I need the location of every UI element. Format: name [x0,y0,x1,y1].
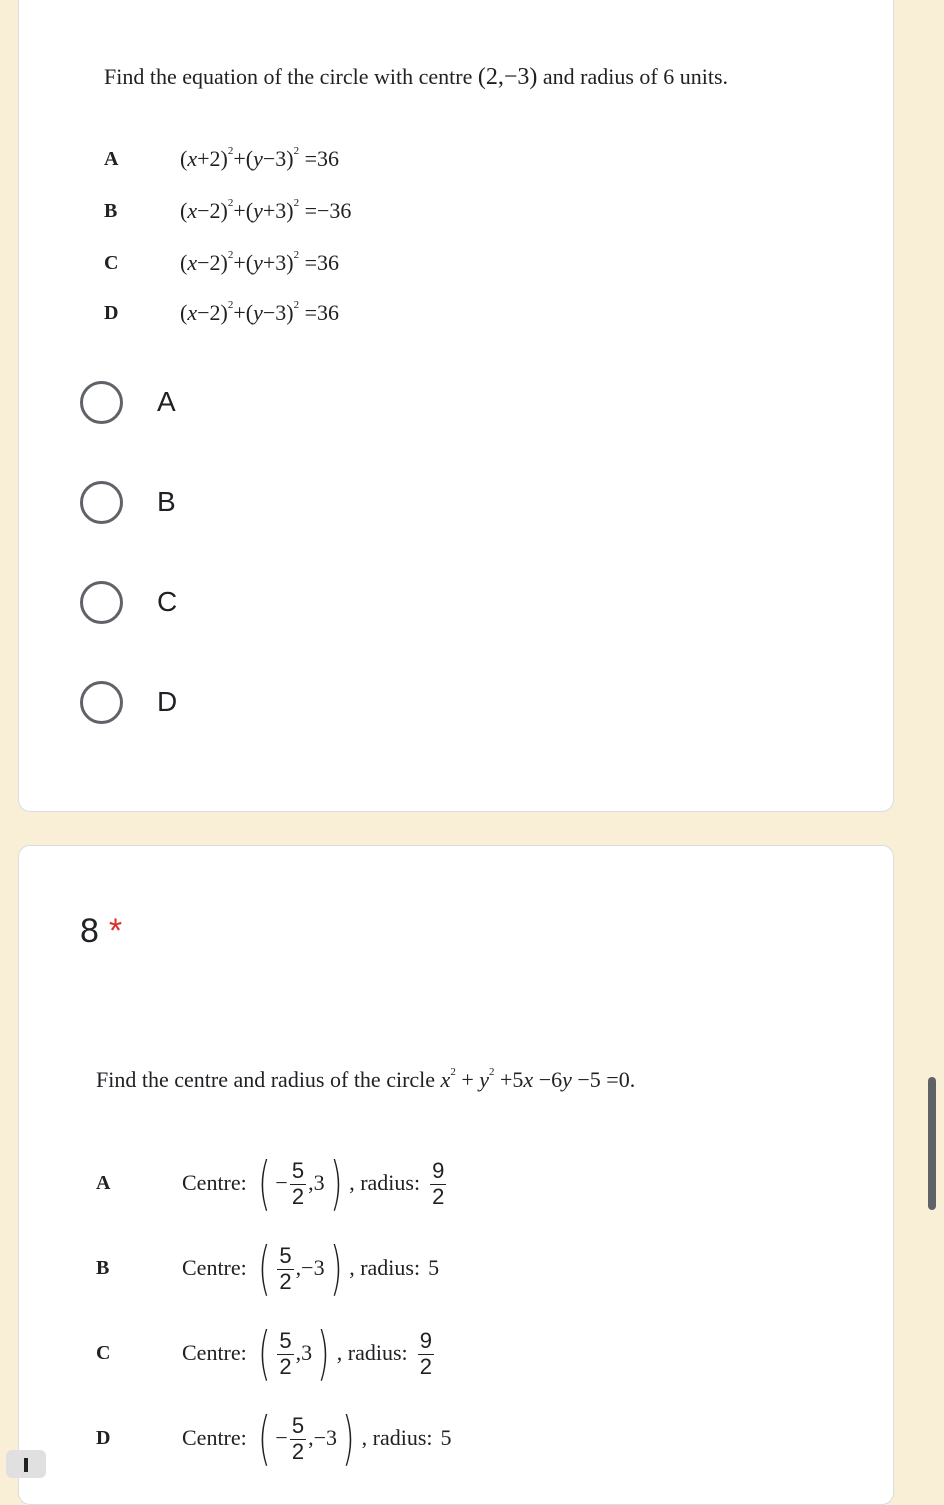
required-asterisk: * [108,912,123,950]
question-number: 8 [80,912,99,950]
question-8-suffix: . [629,1067,636,1092]
question-8-number [80,912,122,951]
option-equation: $(x-2)^2+(y-3)^2 =36$ [180,299,339,325]
option-equation: $(x-2)^2+(y+3)^2 =36$ [180,249,339,275]
option-letter: B [104,200,118,222]
option-letter: C [104,252,119,274]
radius-fraction: $\frac{9}{2}$ [419,1327,432,1379]
centre-value: ( − $\frac{5}{2}$ ,−3 ) [257,1404,355,1472]
radius-label: , radius: [349,1255,421,1280]
question-8-equation: $x^2 + y^2 +5x -6y -5 =0$ [440,1066,630,1092]
option-equation: $(x-2)^2+(y+3)^2 =-36$ [180,197,352,223]
report-icon[interactable] [6,1450,46,1478]
radius-fraction: $\frac{9}{2}$ [432,1157,445,1209]
option-letter: D [96,1426,111,1449]
question-8-option-a [96,1150,448,1216]
option-letter: C [96,1341,111,1364]
question-8-option-c [96,1320,436,1386]
option-letter: A [104,148,119,170]
option-letter: A [96,1171,111,1194]
radio-c[interactable] [80,581,123,624]
radius-label: , radius: [349,1170,421,1195]
radius-label: , radius: [361,1425,433,1450]
option-letter: B [96,1256,110,1279]
question-8-option-b [96,1235,439,1301]
choice-d[interactable] [80,677,177,727]
radius-label: , radius: [336,1340,408,1365]
centre-value: ( − $\frac{5}{2}$ ,3 ) [257,1149,343,1217]
radio-a[interactable] [80,381,123,424]
radius-value: 5 [428,1255,440,1280]
radius-value: 5 [440,1425,452,1450]
option-letter: D [104,302,119,324]
centre-label: Centre: [182,1170,247,1195]
choice-b[interactable] [80,477,176,527]
radio-b[interactable] [80,481,123,524]
scrollbar[interactable] [928,1077,936,1210]
centre-x-fraction: $\frac{5}{2}$ [291,1412,305,1464]
question-7-suffix: and radius of 6 units. [537,64,729,89]
choice-a[interactable] [80,377,176,427]
question-7-text [104,64,728,91]
question-8-option-d [96,1405,452,1471]
centre-label: Centre: [182,1255,247,1280]
choice-c[interactable] [80,577,177,627]
option-equation: $(x+2)^2+(y-3)^2 =36$ [180,145,339,171]
centre-x-fraction: $\frac{5}{2}$ [291,1157,305,1209]
question-8-prefix: Find the centre and radius of the circle [96,1067,441,1092]
choice-a-label: A [157,386,176,417]
centre-value: ( $\frac{5}{2}$ ,−3 ) [257,1234,343,1302]
choice-b-label: B [157,486,176,517]
radio-d[interactable] [80,681,123,724]
centre-value: ( $\frac{5}{2}$ ,3 ) [257,1319,330,1387]
choice-c-label: C [157,586,178,617]
centre-x-fraction: $\frac{5}{2}$ [279,1242,292,1294]
centre-label: Centre: [182,1340,247,1365]
choice-d-label: D [157,686,178,717]
centre-x-fraction: $\frac{5}{2}$ [279,1327,292,1379]
question-7-prefix: Find the equation of the circle with centre [104,64,478,89]
question-8-text [96,1066,635,1093]
question-7-centre: (2,−3) [477,64,538,90]
centre-label: Centre: [182,1425,247,1450]
